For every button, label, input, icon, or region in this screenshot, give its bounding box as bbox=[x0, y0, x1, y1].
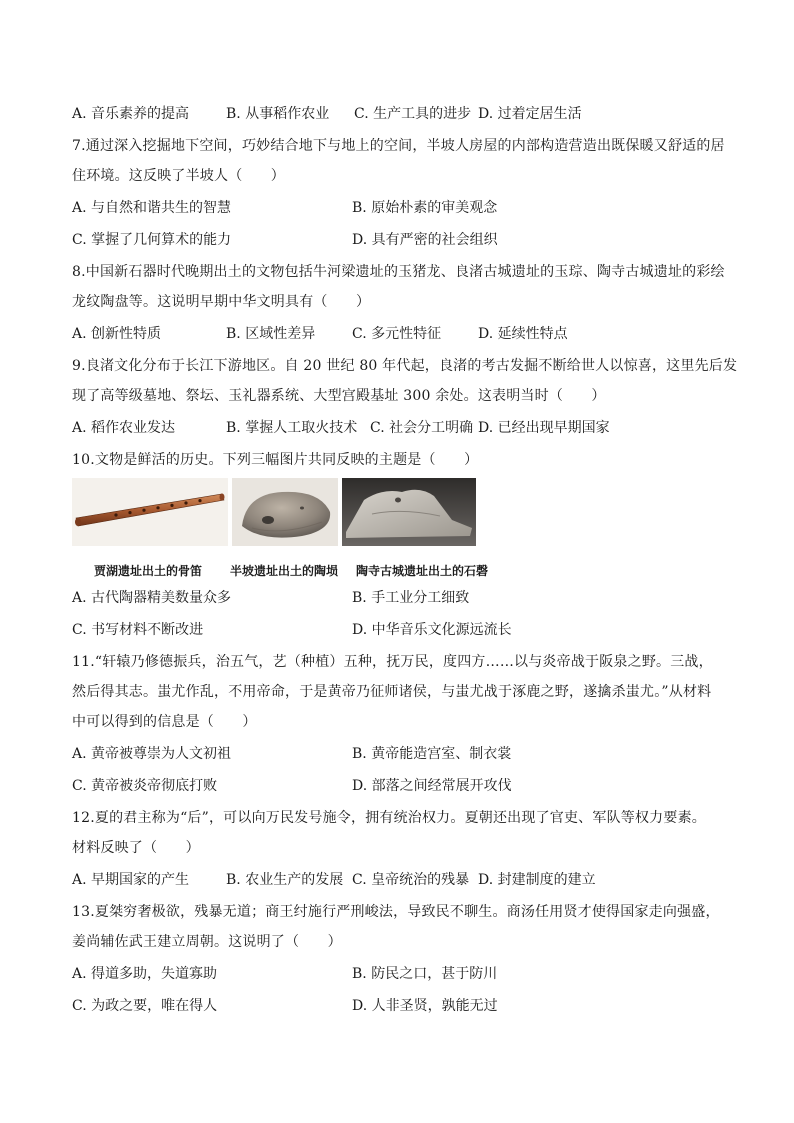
q9-option-a[interactable]: A. 稻作农业发达 bbox=[72, 420, 176, 436]
question-12 bbox=[72, 810, 722, 888]
q12-options bbox=[72, 872, 722, 888]
q10-options-row-1 bbox=[72, 590, 722, 606]
q8-stem-line-1: 8.中国新石器时代晚期出土的文物包括牛河梁遗址的玉猪龙、良渚古城遗址的玉琮、陶寺古城遗址的彩绘 bbox=[72, 264, 725, 280]
q6-option-b[interactable]: B. 从事稻作农业 bbox=[226, 106, 330, 122]
q10-option-a[interactable]: A. 古代陶器精美数量众多 bbox=[72, 590, 232, 606]
caption-pottery-xun: 半坡遗址出土的陶埙 bbox=[230, 564, 339, 578]
q9-stem-line-1: 9.良渚文化分布于长江下游地区。自 20 世纪 80 年代起，良渚的考古发掘不断给世人以惊喜，这里先后发 bbox=[72, 358, 738, 374]
q8-option-b[interactable]: B. 区域性差异 bbox=[226, 326, 316, 342]
q10-image-row bbox=[72, 478, 722, 548]
q13-stem-line-2: 姜尚辅佐武王建立周朝。这说明了（ ） bbox=[72, 934, 342, 950]
q11-stem-line-3: 中可以得到的信息是（ ） bbox=[72, 714, 257, 730]
q13-options-row-2 bbox=[72, 998, 722, 1014]
exam-page bbox=[72, 96, 738, 1014]
q8-options bbox=[72, 326, 722, 342]
q11-option-b[interactable]: B. 黄帝能造宫室、制衣裳 bbox=[352, 746, 512, 762]
q6-options bbox=[72, 106, 722, 122]
q6-option-a[interactable]: A. 音乐素养的提高 bbox=[72, 106, 190, 122]
q13-option-a[interactable]: A. 得道多助，失道寡助 bbox=[72, 966, 218, 982]
stone-chime-icon bbox=[342, 478, 476, 546]
q12-option-b[interactable]: B. 农业生产的发展 bbox=[226, 872, 344, 888]
question-11 bbox=[72, 654, 722, 794]
pottery-xun-image bbox=[232, 478, 338, 546]
q6-option-c[interactable]: C. 生产工具的进步 bbox=[354, 106, 472, 122]
q7-stem-line-1: 7.通过深入挖掘地下空间，巧妙结合地下与地上的空间，半坡人房屋的内部构造营造出既保暖又舒适的居 bbox=[72, 138, 725, 154]
q13-option-b[interactable]: B. 防民之口，甚于防川 bbox=[352, 966, 498, 982]
q12-option-c[interactable]: C. 皇帝统治的残暴 bbox=[352, 872, 470, 888]
q7-option-d[interactable]: D. 具有严密的社会组织 bbox=[352, 232, 498, 248]
q11-options-row-1 bbox=[72, 746, 722, 762]
q7-option-b[interactable]: B. 原始朴素的审美观念 bbox=[352, 200, 498, 216]
caption-stone-chime: 陶寺古城遗址出土的石磬 bbox=[356, 564, 489, 578]
q13-stem-line-1: 13.夏桀穷奢极欲，残暴无道；商王纣施行严刑峻法，导致民不聊生。商汤任用贤才使得国家走向强盛， bbox=[72, 904, 720, 920]
q10-option-b[interactable]: B. 手工业分工细致 bbox=[352, 590, 470, 606]
question-9 bbox=[72, 358, 738, 436]
q7-option-a[interactable]: A. 与自然和谐共生的智慧 bbox=[72, 200, 232, 216]
question-7 bbox=[72, 138, 725, 248]
q9-stem-line-2: 现了高等级墓地、祭坛、玉礼器系统、大型宫殿基址 300 余处。这表明当时（ ） bbox=[72, 388, 606, 404]
q13-options-row-1 bbox=[72, 966, 722, 982]
q8-option-d[interactable]: D. 延续性特点 bbox=[478, 326, 568, 342]
q10-option-c[interactable]: C. 书写材料不断改进 bbox=[72, 622, 204, 638]
q9-option-b[interactable]: B. 掌握人工取火技术 bbox=[226, 420, 358, 436]
question-8 bbox=[72, 264, 725, 342]
q10-option-d[interactable]: D. 中华音乐文化源远流长 bbox=[352, 622, 512, 638]
q6-option-d[interactable]: D. 过着定居生活 bbox=[478, 106, 582, 122]
q7-options-row-2 bbox=[72, 232, 722, 248]
bone-flute-icon bbox=[72, 478, 228, 546]
caption-bone-flute: 贾湖遗址出土的骨笛 bbox=[94, 564, 203, 578]
q11-stem-line-2: 然后得其志。蚩尤作乱，不用帝命，于是黄帝乃征师诸侯，与蚩尤战于涿鹿之野，遂擒杀蚩尤。”从材料 bbox=[72, 684, 712, 700]
question-13 bbox=[72, 904, 722, 1014]
q9-option-d[interactable]: D. 已经出现早期国家 bbox=[478, 420, 610, 436]
q13-option-c[interactable]: C. 为政之要，唯在得人 bbox=[72, 998, 218, 1014]
q13-option-d[interactable]: D. 人非圣贤，孰能无过 bbox=[352, 998, 498, 1014]
q12-stem-line-2: 材料反映了（ ） bbox=[72, 840, 200, 856]
q7-options-row-1 bbox=[72, 200, 722, 216]
q10-stem-line-1: 10.文物是鲜活的历史。下列三幅图片共同反映的主题是（ ） bbox=[72, 452, 479, 468]
q12-option-a[interactable]: A. 早期国家的产生 bbox=[72, 872, 190, 888]
question-10 bbox=[72, 452, 722, 638]
q8-stem-line-2: 龙纹陶盘等。这说明早期中华文明具有（ ） bbox=[72, 294, 371, 310]
stone-chime-image bbox=[342, 478, 476, 546]
pottery-xun-icon bbox=[232, 478, 338, 546]
q11-option-a[interactable]: A. 黄帝被尊崇为人文初祖 bbox=[72, 746, 232, 762]
q10-options-row-2 bbox=[72, 622, 722, 638]
q8-option-c[interactable]: C. 多元性特征 bbox=[352, 326, 442, 342]
q9-option-c[interactable]: C. 社会分工明确 bbox=[370, 420, 474, 436]
q8-option-a[interactable]: A. 创新性特质 bbox=[72, 326, 162, 342]
q7-option-c[interactable]: C. 掌握了几何算术的能力 bbox=[72, 232, 232, 248]
q11-option-c[interactable]: C. 黄帝被炎帝彻底打败 bbox=[72, 778, 218, 794]
q12-stem-line-1: 12.夏的君主称为“后”，可以向万民发号施令，拥有统治权力。夏朝还出现了官吏、军队等权力要素。 bbox=[72, 810, 706, 826]
q9-options bbox=[72, 420, 722, 436]
q7-stem-line-2: 住环境。这反映了半坡人（ ） bbox=[72, 168, 285, 184]
bone-flute-image bbox=[72, 478, 228, 546]
q11-stem-line-1: 11.“轩辕乃修德振兵，治五气，艺（种植）五种，抚万民，度四方……以与炎帝战于阪泉之野。三战， bbox=[72, 654, 713, 670]
q11-options-row-2 bbox=[72, 778, 722, 794]
q11-option-d[interactable]: D. 部落之间经常展开攻伐 bbox=[352, 778, 512, 794]
q12-option-d[interactable]: D. 封建制度的建立 bbox=[478, 872, 596, 888]
q10-caption-row bbox=[72, 562, 722, 578]
